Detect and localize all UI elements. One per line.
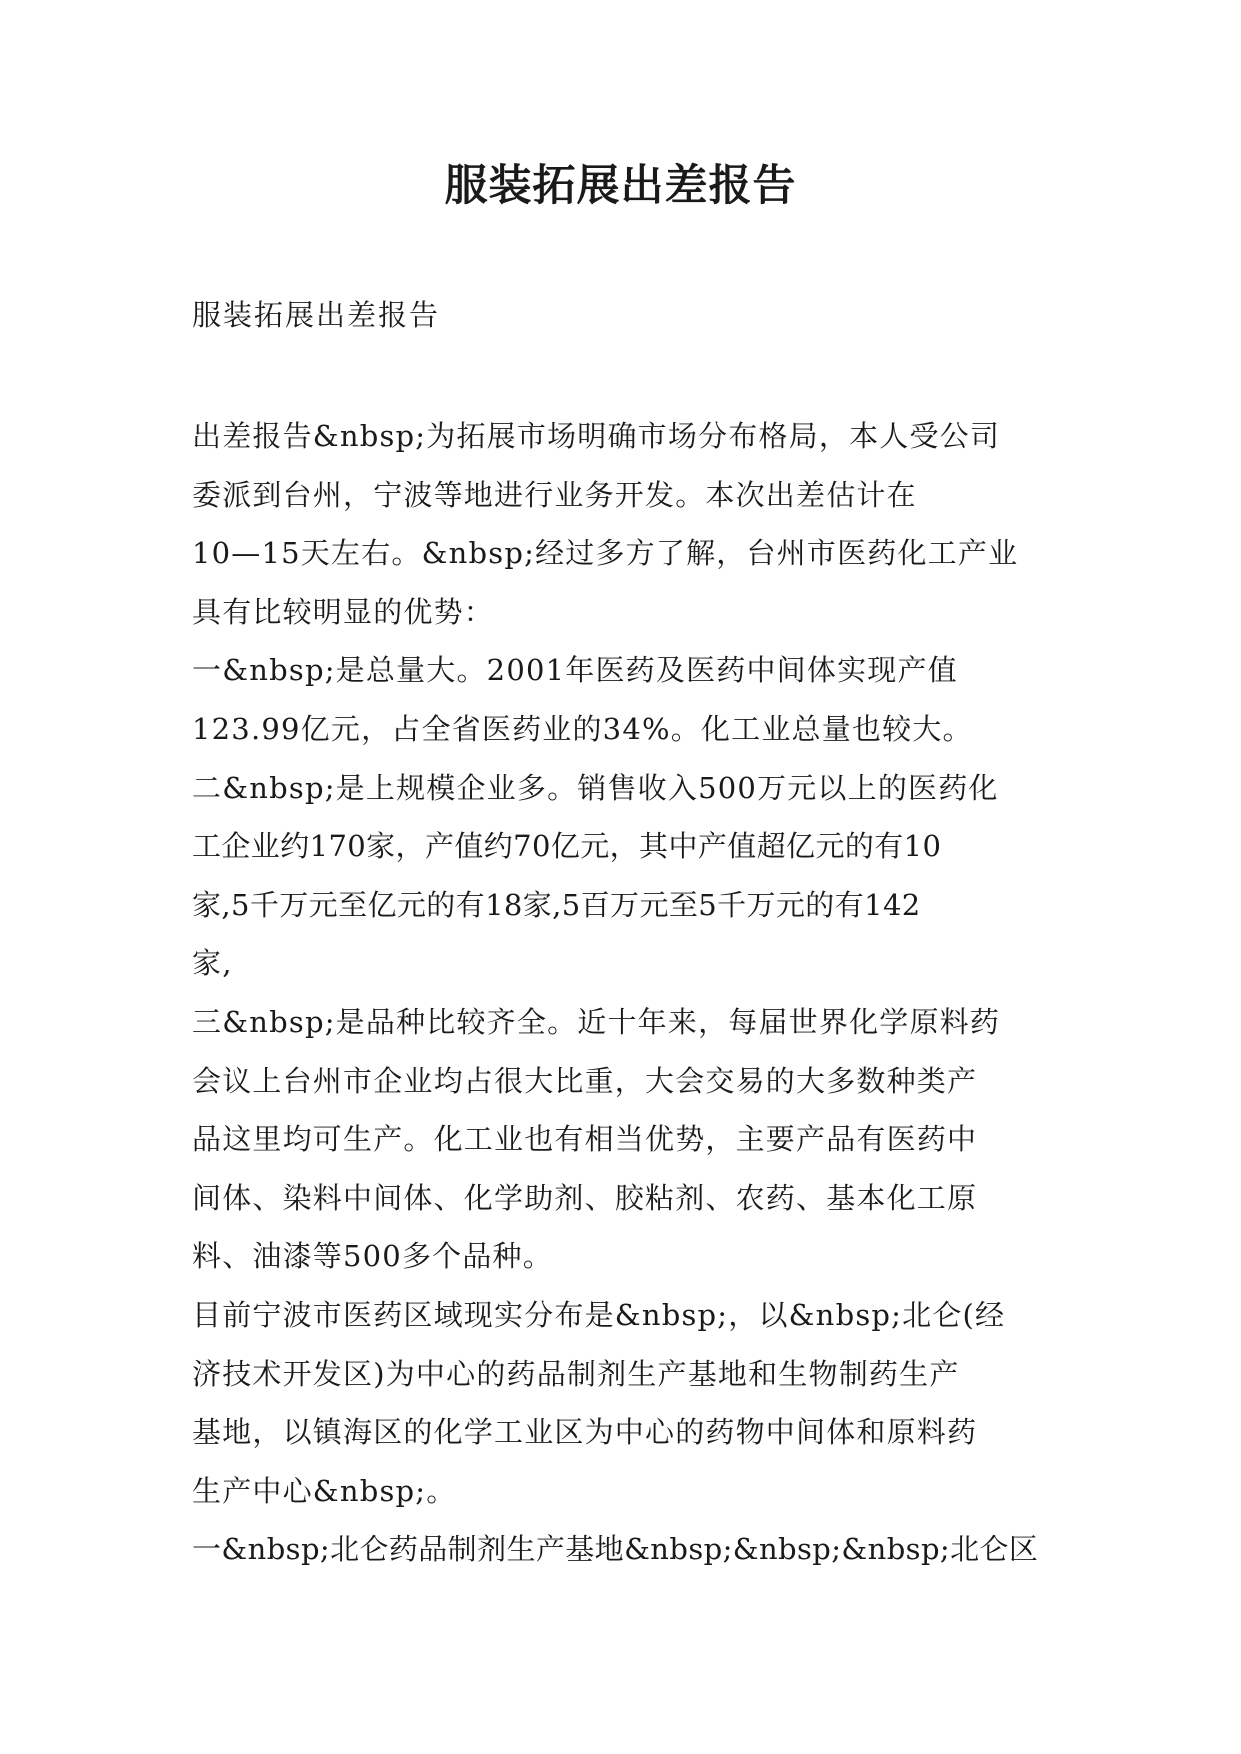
body-line: 123.99亿元，占全省医药业的34%。化工业总量也较大。 [192,711,973,746]
body-line: 一&nbsp;是总量大。2001年医药及医药中间体实现产值 [192,653,958,688]
body-line: 间体、染料中间体、化学助剂、胶粘剂、农药、基本化工原 [192,1180,978,1215]
body-line: 三&nbsp;是品种比较齐全。近十年来，每届世界化学原料药 [192,1004,1001,1039]
body-line: 工企业约170家，产值约70亿元，其中产值超亿元的有10 [192,829,942,864]
body-line: 目前宁波市医药区域现实分布是&nbsp;，以&nbsp;北仑(经 [192,1297,1006,1332]
body-line: 生产中心&nbsp;。 [192,1473,457,1508]
body-line: 委派到台州，宁波等地进行业务开发。本次出差估计在 [192,477,917,512]
body-line: 一&nbsp;北仑药品制剂生产基地&nbsp;&nbsp;&nbsp;北仑区 [192,1532,1039,1567]
body-line: 具有比较明显的优势： [192,594,495,629]
body-line: 家, [192,946,233,981]
body-line: 10—15天左右。&nbsp;经过多方了解，台州市医药化工产业 [192,536,1019,571]
document-body [192,407,1050,1579]
body-line: 品这里均可生产。化工业也有相当优势，主要产品有医药中 [192,1122,978,1157]
body-line: 基地，以镇海区的化学工业区为中心的药物中间体和原料药 [192,1415,978,1450]
body-line: 家,5千万元至亿元的有18家,5百万元至5千万元的有142 [192,887,921,922]
body-line: 出差报告&nbsp;为拓展市场明确市场分布格局，本人受公司 [192,419,1001,453]
document-title: 服装拓展出差报告 [444,161,797,211]
body-line: 济技术开发区)为中心的药品制剂生产基地和生物制药生产 [192,1356,960,1391]
body-line: 会议上台州市企业均占很大比重，大会交易的大多数种类产 [192,1063,978,1098]
body-line: 料、油漆等500多个品种。 [192,1239,553,1274]
body-line: 二&nbsp;是上规模企业多。销售收入500万元以上的医药化 [192,770,999,805]
document-subtitle: 服装拓展出差报告 [192,298,441,332]
